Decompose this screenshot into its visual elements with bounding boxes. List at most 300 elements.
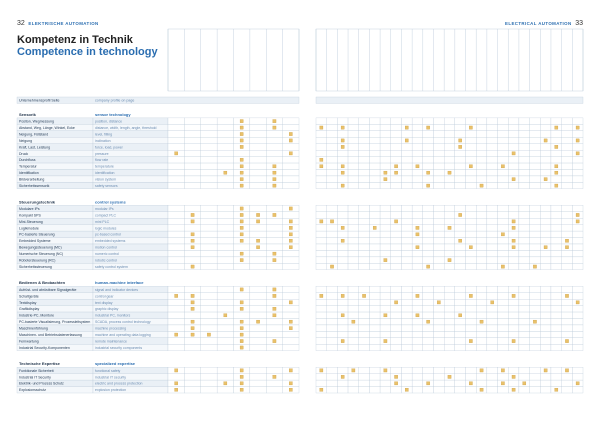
matrix-cell (508, 124, 519, 130)
matrix-cell (540, 163, 551, 169)
competence-marker (341, 184, 344, 187)
matrix-cell (201, 263, 217, 269)
matrix-cell (380, 137, 391, 143)
matrix-cell (540, 299, 551, 305)
matrix-cell (423, 374, 434, 380)
competence-marker (555, 388, 558, 391)
matrix-cell (540, 212, 551, 218)
row-label-en: mini PLC (95, 219, 110, 224)
matrix-cell (266, 387, 282, 393)
matrix-cell (316, 150, 327, 156)
matrix-cell (168, 163, 184, 169)
matrix-cell (316, 306, 327, 312)
matrix-cell (487, 144, 498, 150)
row-label-en: industrial IT security (95, 375, 127, 380)
row-label-en: signal and indicator devices (95, 287, 138, 292)
row-label-en: flow rate (95, 158, 109, 163)
matrix-cell (412, 306, 423, 312)
matrix-cell (476, 231, 487, 237)
matrix-cell (572, 387, 583, 393)
row-label-de: Industrial Security-Komponenten (19, 345, 70, 350)
matrix-cell (168, 144, 184, 150)
matrix-cell (391, 118, 402, 124)
row-label-de: Bildverarbeitung (19, 177, 45, 182)
matrix-cell (498, 286, 509, 292)
matrix-cell (498, 244, 509, 250)
matrix-cell (455, 225, 466, 231)
matrix-cell (266, 319, 282, 325)
matrix-cell (391, 124, 402, 130)
competence-marker (273, 339, 276, 342)
matrix-cell (217, 157, 233, 163)
matrix-cell (412, 212, 423, 218)
matrix-cell (433, 263, 444, 269)
matrix-cell (369, 218, 380, 224)
section-heading-de: Bedienen & Beobachten (19, 280, 66, 286)
competence-marker (512, 246, 515, 249)
matrix-cell (551, 374, 562, 380)
row-label-de: Industrial IT Security (19, 375, 51, 380)
matrix-cell (423, 205, 434, 211)
matrix-cell (476, 137, 487, 143)
competence-marker (384, 339, 387, 342)
matrix-cell (234, 312, 250, 318)
competence-marker (416, 294, 419, 297)
matrix-cell (433, 344, 444, 350)
competence-marker (273, 165, 276, 168)
matrix-cell (369, 205, 380, 211)
competence-marker (384, 171, 387, 174)
matrix-cell (487, 374, 498, 380)
matrix-cell (283, 250, 299, 256)
matrix-cell (348, 212, 359, 218)
matrix-cell (184, 344, 200, 350)
competence-marker (352, 369, 355, 372)
matrix-cell (168, 299, 184, 305)
matrix-cell (201, 205, 217, 211)
matrix-cell (572, 157, 583, 163)
matrix-cell (412, 250, 423, 256)
row-label-de: Maschinenführung (19, 326, 48, 331)
matrix-cell (401, 380, 412, 386)
matrix-cell (444, 150, 455, 156)
matrix-cell (348, 306, 359, 312)
competence-marker (448, 375, 451, 378)
competence-marker (427, 126, 430, 129)
matrix-cell (369, 257, 380, 263)
matrix-cell (401, 286, 412, 292)
matrix-cell (184, 118, 200, 124)
competence-marker (512, 239, 515, 242)
matrix-cell (369, 131, 380, 137)
competence-marker (240, 207, 243, 210)
matrix-cell (380, 286, 391, 292)
matrix-cell (412, 319, 423, 325)
matrix-cell (423, 163, 434, 169)
matrix-cell (412, 331, 423, 337)
matrix-cell (348, 293, 359, 299)
matrix-cell (380, 182, 391, 188)
matrix-cell (508, 306, 519, 312)
matrix-cell (250, 325, 266, 331)
matrix-cell (316, 176, 327, 182)
matrix-cell (401, 170, 412, 176)
row-label-en: safety sensors (95, 184, 118, 188)
matrix-cell (562, 319, 573, 325)
matrix-cell (551, 293, 562, 299)
matrix-cell (540, 306, 551, 312)
matrix-cell (487, 182, 498, 188)
matrix-cell (433, 150, 444, 156)
matrix-cell (508, 319, 519, 325)
page-title-english: Competence in technology (17, 46, 158, 58)
matrix-cell (348, 331, 359, 337)
matrix-cell (359, 250, 370, 256)
row-label-de: Neigung (19, 138, 33, 143)
row-label-en: inclination (95, 138, 111, 143)
matrix-cell (423, 157, 434, 163)
intro-row-label-de: Unternehmensprofil Seite (19, 98, 60, 103)
matrix-cell (519, 387, 530, 393)
matrix-cell (327, 238, 338, 244)
matrix-cell (466, 157, 477, 163)
matrix-cell (337, 331, 348, 337)
matrix-cell (530, 306, 541, 312)
competence-marker (289, 226, 292, 229)
matrix-cell (217, 150, 233, 156)
matrix-cell (519, 325, 530, 331)
matrix-cell (316, 331, 327, 337)
matrix-cell (337, 231, 348, 237)
matrix-cell (217, 212, 233, 218)
matrix-cell (498, 212, 509, 218)
competence-marker (240, 165, 243, 168)
matrix-cell (327, 225, 338, 231)
competence-marker (512, 388, 515, 391)
matrix-cell (184, 380, 200, 386)
competence-marker (240, 220, 243, 223)
competence-marker (256, 320, 259, 323)
competence-marker (416, 226, 419, 229)
matrix-cell (487, 157, 498, 163)
competence-marker (341, 339, 344, 342)
matrix-cell (444, 205, 455, 211)
row-label-en: machine and operating data logging (95, 333, 151, 337)
matrix-cell (168, 306, 184, 312)
matrix-cell (551, 286, 562, 292)
matrix-cell (369, 250, 380, 256)
matrix-cell (530, 325, 541, 331)
matrix-cell (327, 131, 338, 137)
section-heading-en: sensor technology (95, 111, 131, 117)
matrix-cell (433, 163, 444, 169)
matrix-cell (562, 176, 573, 182)
matrix-cell (391, 387, 402, 393)
matrix-cell (250, 176, 266, 182)
matrix-cell (391, 231, 402, 237)
matrix-cell (369, 299, 380, 305)
matrix-cell (391, 225, 402, 231)
row-label-en: electric and process protection (95, 381, 143, 386)
matrix-cell (348, 380, 359, 386)
matrix-cell (551, 263, 562, 269)
matrix-cell (391, 344, 402, 350)
matrix-cell (369, 387, 380, 393)
matrix-cell (423, 344, 434, 350)
matrix-cell (487, 387, 498, 393)
matrix-cell (540, 319, 551, 325)
matrix-cell (348, 312, 359, 318)
matrix-cell (184, 137, 200, 143)
matrix-cell (466, 144, 477, 150)
competence-marker (224, 314, 227, 317)
matrix-cell (530, 118, 541, 124)
matrix-cell (168, 218, 184, 224)
competence-marker (191, 239, 194, 242)
competence-marker (501, 265, 504, 268)
matrix-cell (316, 225, 327, 231)
matrix-cell (498, 331, 509, 337)
matrix-cell (530, 338, 541, 344)
competence-marker (191, 333, 194, 336)
row-label-cell (17, 150, 93, 156)
matrix-cell (444, 131, 455, 137)
matrix-cell (519, 231, 530, 237)
matrix-cell (476, 176, 487, 182)
row-label-de: Logikmodule (19, 226, 39, 231)
matrix-cell (327, 244, 338, 250)
matrix-cell (498, 344, 509, 350)
right-page-number: 33 (575, 20, 583, 27)
matrix-cell (466, 137, 477, 143)
matrix-cell (201, 244, 217, 250)
matrix-cell (184, 312, 200, 318)
matrix-cell (168, 118, 184, 124)
matrix-cell (217, 293, 233, 299)
matrix-cell (476, 293, 487, 299)
matrix-cell (498, 150, 509, 156)
matrix-cell (369, 325, 380, 331)
matrix-cell (401, 157, 412, 163)
matrix-cell (316, 238, 327, 244)
matrix-cell (476, 263, 487, 269)
matrix-cell (250, 170, 266, 176)
matrix-cell (508, 250, 519, 256)
matrix-cell (401, 163, 412, 169)
matrix-cell (433, 124, 444, 130)
matrix-cell (433, 244, 444, 250)
matrix-cell (562, 144, 573, 150)
matrix-cell (184, 157, 200, 163)
matrix-cell (168, 124, 184, 130)
row-label-en: explosion protection (95, 388, 127, 393)
matrix-cell (476, 118, 487, 124)
competence-marker (437, 301, 440, 304)
matrix-cell (455, 205, 466, 211)
matrix-cell (572, 231, 583, 237)
matrix-cell (327, 312, 338, 318)
matrix-cell (508, 257, 519, 263)
matrix-cell (201, 170, 217, 176)
matrix-cell (519, 331, 530, 337)
matrix-cell (572, 319, 583, 325)
matrix-cell (444, 293, 455, 299)
row-label-en: motion control (95, 245, 117, 250)
competence-marker (240, 158, 243, 161)
matrix-cell (201, 293, 217, 299)
matrix-cell (572, 250, 583, 256)
matrix-cell (551, 299, 562, 305)
competence-marker (416, 233, 419, 236)
matrix-cell (201, 325, 217, 331)
matrix-cell (217, 325, 233, 331)
matrix-cell (498, 238, 509, 244)
matrix-cell (369, 374, 380, 380)
competence-marker (240, 259, 243, 262)
matrix-cell (168, 182, 184, 188)
matrix-cell (433, 286, 444, 292)
matrix-cell (433, 218, 444, 224)
matrix-cell (412, 182, 423, 188)
matrix-cell (508, 118, 519, 124)
matrix-cell (401, 225, 412, 231)
matrix-cell (337, 176, 348, 182)
matrix-cell (433, 212, 444, 218)
competence-marker (565, 246, 568, 249)
matrix-cell (283, 212, 299, 218)
matrix-cell (498, 299, 509, 305)
matrix-cell (551, 225, 562, 231)
matrix-cell (250, 150, 266, 156)
matrix-cell (359, 306, 370, 312)
matrix-cell (359, 312, 370, 318)
matrix-cell (168, 319, 184, 325)
matrix-cell (250, 380, 266, 386)
matrix-cell (391, 263, 402, 269)
competence-marker (501, 165, 504, 168)
matrix-cell (401, 331, 412, 337)
matrix-cell (217, 231, 233, 237)
matrix-cell (217, 238, 233, 244)
matrix-cell (540, 374, 551, 380)
row-label-de: Fernwartung (19, 339, 39, 344)
matrix-cell (444, 387, 455, 393)
matrix-cell (369, 182, 380, 188)
row-label-en: position, distance (95, 119, 123, 124)
matrix-cell (337, 244, 348, 250)
matrix-cell (433, 231, 444, 237)
matrix-cell (498, 312, 509, 318)
competence-marker (175, 294, 178, 297)
matrix-cell (217, 124, 233, 130)
competence-marker (459, 145, 462, 148)
matrix-cell (508, 344, 519, 350)
row-label-en: vision system (95, 177, 117, 182)
matrix-cell (316, 182, 327, 188)
matrix-cell (530, 212, 541, 218)
matrix-cell (562, 205, 573, 211)
matrix-cell (217, 176, 233, 182)
matrix-cell (455, 331, 466, 337)
matrix-cell (217, 250, 233, 256)
matrix-cell (433, 319, 444, 325)
matrix-cell (562, 257, 573, 263)
matrix-cell (359, 338, 370, 344)
matrix-cell (498, 325, 509, 331)
matrix-cell (327, 257, 338, 263)
matrix-cell (250, 387, 266, 393)
matrix-cell (476, 212, 487, 218)
matrix-cell (455, 124, 466, 130)
matrix-cell (359, 144, 370, 150)
matrix-cell (551, 338, 562, 344)
competence-marker (256, 220, 259, 223)
row-label-de: Maschinen- und Betriebsdatenerfassung (19, 333, 82, 337)
matrix-cell (444, 144, 455, 150)
competence-marker (191, 294, 194, 297)
matrix-cell (519, 250, 530, 256)
matrix-cell (519, 218, 530, 224)
matrix-cell (201, 319, 217, 325)
matrix-cell (401, 250, 412, 256)
row-label-en: remote maintenance (95, 339, 127, 344)
matrix-cell (551, 312, 562, 318)
competence-marker (395, 220, 398, 223)
matrix-cell (530, 176, 541, 182)
matrix-cell (498, 137, 509, 143)
competence-marker (576, 220, 579, 223)
matrix-cell (519, 257, 530, 263)
matrix-cell (551, 367, 562, 373)
competence-marker (240, 226, 243, 229)
matrix-cell (217, 374, 233, 380)
matrix-cell (444, 286, 455, 292)
matrix-cell (530, 124, 541, 130)
competence-marker (256, 239, 259, 242)
matrix-cell (168, 157, 184, 163)
matrix-cell (359, 380, 370, 386)
matrix-cell (401, 257, 412, 263)
matrix-cell (540, 250, 551, 256)
matrix-cell (250, 250, 266, 256)
matrix-cell (201, 144, 217, 150)
matrix-cell (530, 387, 541, 393)
competence-marker (362, 294, 365, 297)
matrix-cell (201, 157, 217, 163)
matrix-cell (498, 170, 509, 176)
row-label-de: Modulare IPs (19, 206, 40, 211)
matrix-cell (562, 263, 573, 269)
matrix-cell (217, 225, 233, 231)
matrix-cell (519, 163, 530, 169)
competence-marker (224, 171, 227, 174)
matrix-cell (283, 331, 299, 337)
matrix-cell (433, 306, 444, 312)
matrix-cell (217, 299, 233, 305)
matrix-cell (380, 319, 391, 325)
matrix-cell (412, 338, 423, 344)
row-label-de: Grafikdisplay (19, 307, 40, 312)
matrix-cell (487, 225, 498, 231)
matrix-cell (530, 312, 541, 318)
matrix-cell (498, 118, 509, 124)
matrix-cell (519, 244, 530, 250)
matrix-cell (433, 131, 444, 137)
matrix-cell (201, 250, 217, 256)
matrix-cell (184, 170, 200, 176)
matrix-cell (530, 367, 541, 373)
matrix-cell (487, 293, 498, 299)
